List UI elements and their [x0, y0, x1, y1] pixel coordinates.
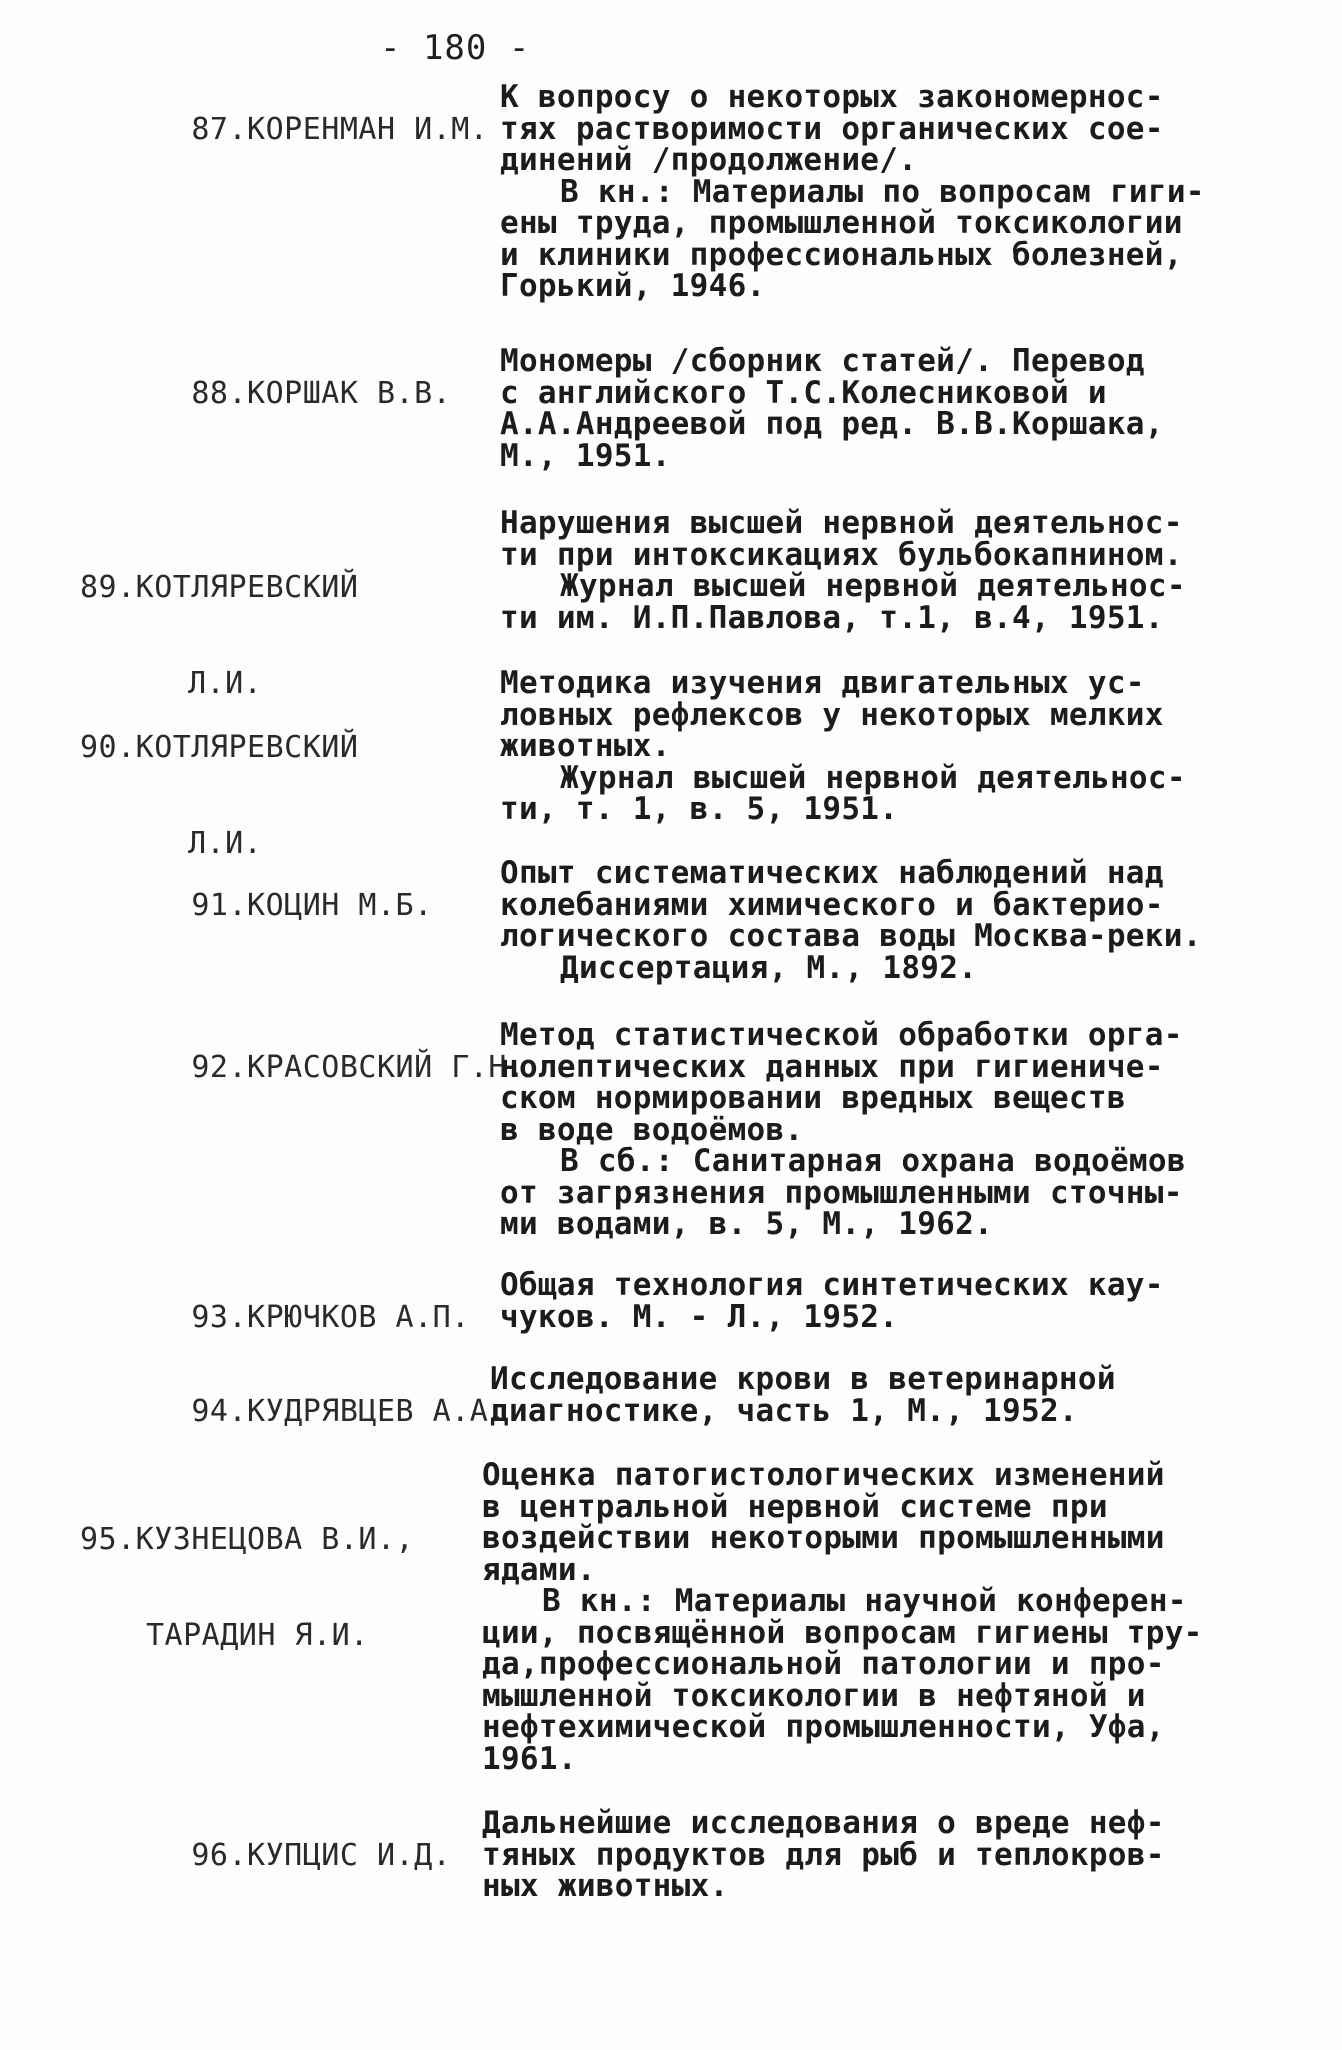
reference-line: в центральной нервной системе при	[482, 1488, 1108, 1525]
reference-line: диагностике, часть 1, М., 1952.	[490, 1392, 1078, 1429]
reference-line: ены труда, промышленной токсикологии	[500, 205, 1183, 241]
reference-line: ти им. И.П.Павлова, т.1, в.4, 1951.	[500, 599, 1164, 636]
author-name: 95.КУЗНЕЦОВА В.И.,	[80, 1522, 415, 1557]
reference-source-line: Журнал высшей нервной деятельнос-	[560, 759, 1186, 796]
author-name: 93.КРЮЧКОВ А.П.	[191, 1300, 470, 1335]
reference-line: мышленной токсикологии в нефтяной и	[482, 1677, 1146, 1714]
entry-reference	[500, 1017, 1330, 1242]
author-name: 89.КОТЛЯРЕВСКИЙ	[80, 570, 359, 605]
entry-author	[80, 1020, 525, 1116]
reference-line: ядами.	[482, 1551, 596, 1588]
reference-line: ти, т. 1, в. 5, 1951.	[500, 791, 899, 827]
author-initials: Л.И.	[188, 666, 263, 701]
reference-source-line: В кн.: Материалы по вопросам гиги-	[560, 173, 1205, 210]
author-name: 94.КУДРЯВЦЕВ А.А.	[191, 1394, 507, 1429]
reference-line: 1961.	[482, 1740, 577, 1777]
reference-line: Исследование крови в ветеринарной	[490, 1361, 1116, 1397]
reference-line: ловных рефлексов у некоторых мелких	[500, 696, 1164, 733]
reference-line: Оценка патогистологических изменений	[482, 1457, 1165, 1493]
author-name: 88.КОРШАК В.В.	[191, 376, 452, 411]
entry-author	[80, 1270, 470, 1366]
reference-line: тях растворимости органических сое-	[500, 110, 1164, 147]
reference-line: нолептических данных при гигиениче-	[500, 1048, 1164, 1085]
author-name: 91.КОЦИН М.Б.	[191, 888, 433, 923]
reference-line: от загрязнения промышленными сточны-	[500, 1174, 1183, 1211]
reference-line: ции, посвящённой вопросам гигиены тру-	[482, 1614, 1203, 1651]
reference-line: логического состава воды Москва-реки.	[500, 918, 1202, 954]
reference-line: чуков. М. - Л., 1952.	[500, 1298, 899, 1335]
reference-line: М., 1951.	[500, 437, 671, 474]
reference-line: нефтехимической промышленности, Уфа,	[482, 1709, 1165, 1745]
reference-line: А.А.Андреевой под ред. В.В.Коршака,	[500, 406, 1164, 442]
entry-author	[80, 1808, 451, 1904]
entry-author	[80, 82, 488, 178]
reference-line: да,профессиональной патологии и про-	[482, 1646, 1165, 1682]
entry-author	[80, 858, 433, 954]
reference-source-line: В кн.: Материалы научной конферен-	[542, 1583, 1187, 1619]
author-name: 90.КОТЛЯРЕВСКИЙ	[80, 730, 359, 765]
reference-line: в воде водоёмов.	[500, 1111, 804, 1148]
reference-line: ми водами, в. 5, М., 1962.	[500, 1206, 994, 1242]
entry-author	[80, 346, 451, 442]
entry-reference	[500, 505, 1330, 636]
reference-line: Горький, 1946.	[500, 268, 766, 304]
page-number: - 180 -	[380, 28, 531, 68]
reference-line: животных.	[500, 728, 671, 764]
reference-source-line: Диссертация, М., 1892.	[560, 949, 978, 986]
entry-author	[80, 1460, 414, 1716]
entry-reference	[500, 665, 1330, 827]
reference-line: Мономеры /сборник статей/. Перевод	[500, 343, 1145, 379]
reference-line: с английского Т.С.Колесниковой и	[500, 374, 1107, 411]
author-name: 96.КУПЦИС И.Д.	[191, 1838, 452, 1873]
entry-reference	[490, 1361, 1320, 1429]
reference-line: Методика изучения двигательных ус-	[500, 665, 1145, 701]
entry-author	[80, 1364, 507, 1460]
reference-line: колебаниями химического и бактерио-	[500, 886, 1164, 923]
reference-line: ных животных.	[482, 1868, 729, 1904]
reference-line: Опыт систематических наблюдений над	[500, 855, 1164, 891]
author-name: 87.КОРЕНМАН И.М.	[191, 112, 489, 147]
reference-line: Нарушения высшей нервной деятельнос-	[500, 505, 1183, 541]
entry-reference	[500, 1267, 1330, 1335]
reference-line: воздействии некоторыми промышленными	[482, 1520, 1165, 1556]
entry-reference	[482, 1457, 1312, 1777]
reference-source-line: Журнал высшей нервной деятельнос-	[560, 568, 1186, 604]
reference-line: ском нормировании вредных веществ	[500, 1080, 1126, 1116]
entry-reference	[482, 1805, 1312, 1904]
reference-line: Общая технология синтетических кау-	[500, 1267, 1164, 1303]
author-name-second: ТАРАДИН Я.И.	[146, 1618, 369, 1653]
entry-reference	[500, 855, 1330, 986]
reference-line: ти при интоксикациях бульбокапнином.	[500, 536, 1183, 573]
reference-line: Метод статистической обработки орга-	[500, 1017, 1183, 1053]
reference-line: тяных продуктов для рыб и теплокров-	[482, 1836, 1165, 1873]
reference-line: динений /продолжение/.	[500, 142, 918, 178]
reference-line: и клиники профессиональных болезней,	[500, 236, 1183, 273]
reference-line: Дальнейшие исследования о вреде неф-	[482, 1805, 1165, 1841]
reference-source-line: В сб.: Санитарная охрана водоёмов	[560, 1143, 1186, 1179]
entry-reference	[500, 79, 1330, 304]
author-initials: Л.И.	[188, 826, 263, 861]
reference-line: К вопросу о некоторых закономернос-	[500, 79, 1164, 115]
author-name: 92.КРАСОВСКИЙ Г.Н.	[191, 1050, 526, 1085]
entry-reference	[500, 343, 1330, 474]
